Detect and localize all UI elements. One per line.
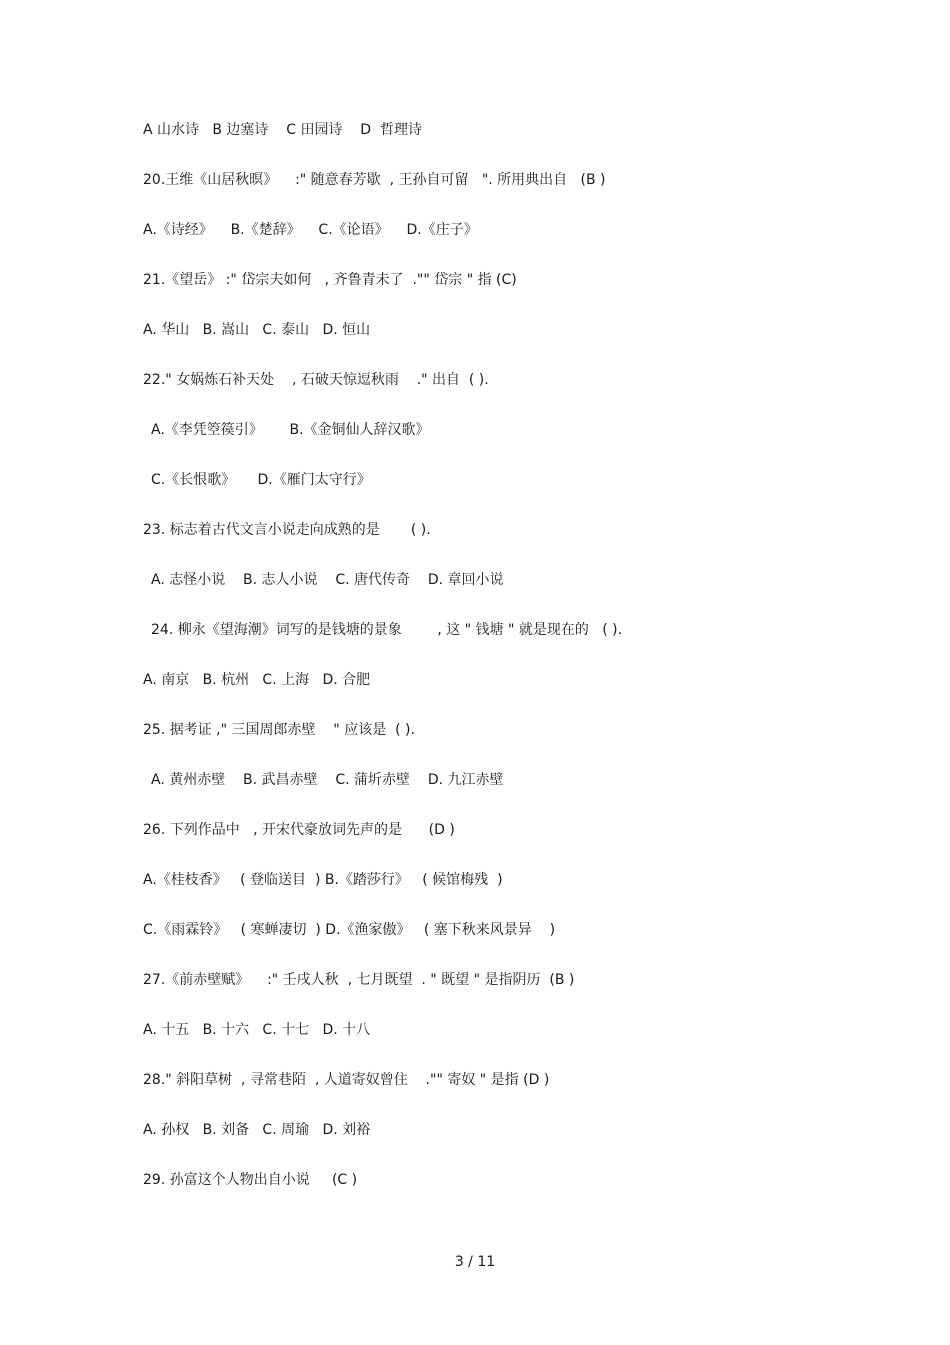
answer-options-line: C.《雨霖铃》 ( 寒蝉凄切 ) D.《渔家傲》 ( 塞下秋来风景异 ): [143, 922, 556, 938]
question-24: 24. 柳永《望海潮》词写的是钱塘的景象 , 这 " 钱塘 " 就是现在的 ( ).: [151, 622, 623, 638]
answer-options-line: A.《李凭箜篌引》 B.《金铜仙人辞汉歌》: [151, 422, 430, 438]
question-28: 28." 斜阳草树 , 寻常巷陌 , 人道寄奴曾住 ."" 寄奴 " 是指 (D ): [143, 1072, 550, 1088]
question-27: 27.《前赤壁赋》 :" 壬戌人秋 , 七月既望 . " 既望 " 是指阴历 (B ): [143, 972, 575, 988]
page-number: 3 / 11: [454, 1254, 496, 1270]
question-26: 26. 下列作品中 , 开宋代豪放词先声的是 (D ): [143, 822, 455, 838]
answer-options-line: A. 十五 B. 十六 C. 十七 D. 十八: [143, 1022, 371, 1038]
answer-options-line: A. 华山 B. 嵩山 C. 泰山 D. 恒山: [143, 322, 371, 338]
question-20: 20.王维《山居秋暝》 :" 随意春芳歇 , 王孙自可留 ". 所用典出自 (B ): [143, 172, 606, 188]
answer-options-line: A. 孙权 B. 刘备 C. 周瑜 D. 刘裕: [143, 1122, 371, 1138]
question-22: 22." 女娲炼石补天处 , 石破天惊逗秋雨 ." 出自 ( ).: [143, 372, 489, 388]
answer-options-line: A 山水诗 B 边塞诗 C 田园诗 D 哲理诗: [143, 122, 422, 138]
question-25: 25. 据考证 ," 三国周郎赤壁 " 应该是 ( ).: [143, 722, 415, 738]
answer-options-line: A.《桂枝香》 ( 登临送目 ) B.《踏莎行》 ( 候馆梅残 ): [143, 872, 503, 888]
question-23: 23. 标志着古代文言小说走向成熟的是 ( ).: [143, 522, 431, 538]
answer-options-line: A. 南京 B. 杭州 C. 上海 D. 合肥: [143, 672, 371, 688]
answer-options-line: A. 志怪小说 B. 志人小说 C. 唐代传奇 D. 章回小说: [151, 572, 504, 588]
answer-options-line: A.《诗经》 B.《楚辞》 C.《论语》 D.《庄子》: [143, 222, 478, 238]
question-29: 29. 孙富这个人物出自小说 (C ): [143, 1172, 358, 1188]
answer-options-line: A. 黄州赤壁 B. 武昌赤壁 C. 蒲圻赤壁 D. 九江赤壁: [151, 772, 504, 788]
question-21: 21.《望岳》 :" 岱宗夫如何 , 齐鲁青未了 ."" 岱宗 " 指 (C): [143, 272, 517, 288]
answer-options-line: C.《长恨歌》 D.《雁门太守行》: [151, 472, 371, 488]
